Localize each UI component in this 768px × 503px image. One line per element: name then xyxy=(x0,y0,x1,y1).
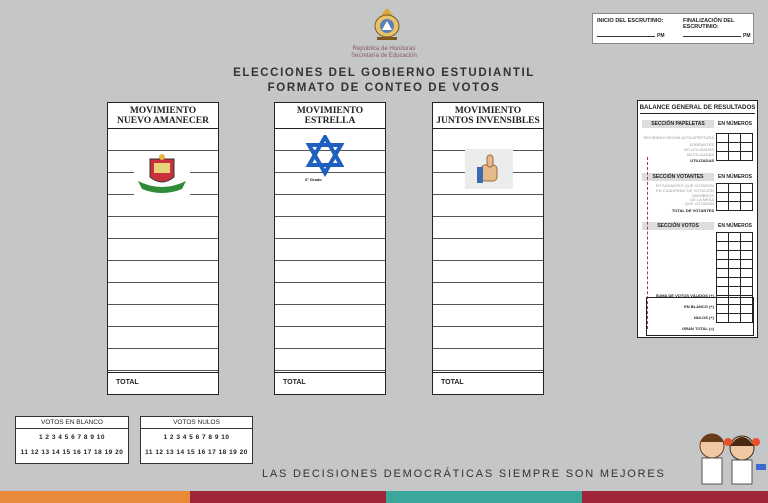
tally-row[interactable] xyxy=(433,195,543,217)
tally-row[interactable] xyxy=(275,195,385,217)
papeletas-line: NO UTILIZADAS xyxy=(683,147,714,152)
slogan: LAS DECISIONES DEMOCRÁTICAS SIEMPRE SON MEJORES xyxy=(262,468,666,480)
tally-row[interactable] xyxy=(433,239,543,261)
end-pm: PM xyxy=(743,33,751,39)
votos-section: SECCIÓN VOTOS xyxy=(642,222,714,230)
tally-row[interactable] xyxy=(108,195,218,217)
balance-title: BALANCE GENERAL DE RESULTADOS xyxy=(639,104,756,111)
movement-header xyxy=(433,103,543,129)
tally-row[interactable] xyxy=(275,349,385,371)
star-logo-caption: 6° Grado xyxy=(305,177,322,182)
blanco-label: EN BLANCO (+) xyxy=(684,304,714,309)
papeletas-en-numeros: EN NÚMEROS xyxy=(718,121,752,127)
movement-column-nuevo-amanecer xyxy=(107,102,219,395)
nuevo-amanecer-logo-icon xyxy=(134,151,190,195)
null-votes-title: VOTOS NULOS xyxy=(141,418,252,429)
blank-votes-box xyxy=(15,416,129,464)
total-label: TOTAL xyxy=(275,372,385,394)
start-pm: PM xyxy=(657,33,665,39)
blank-votes-title: VOTOS EN BLANCO xyxy=(16,418,128,429)
start-time-field[interactable] xyxy=(597,36,655,37)
tally-row[interactable] xyxy=(275,283,385,305)
votantes-section: SECCIÓN VOTANTES xyxy=(642,173,714,181)
movement-name: ESTRELLA xyxy=(304,116,356,126)
footer-band-red xyxy=(190,491,386,503)
tally-row[interactable] xyxy=(275,261,385,283)
star-logo-icon xyxy=(305,135,345,179)
ministry-name: Secretaría de Educación xyxy=(351,53,417,59)
balance-panel xyxy=(637,100,758,338)
nulos-label: NULOS (+) xyxy=(693,315,714,320)
votos-en-numeros: EN NÚMEROS xyxy=(718,223,752,229)
country-caption xyxy=(330,46,438,60)
suma-validos-label: SUMA DE VOTOS VÁLIDOS (+) xyxy=(655,293,714,298)
tally-row[interactable] xyxy=(433,129,543,151)
tally-row[interactable] xyxy=(108,217,218,239)
null-votes-row2[interactable]: 11 12 13 14 15 16 17 18 19 20 xyxy=(145,449,248,456)
null-votes-row1[interactable]: 1 2 3 4 5 6 7 8 9 10 xyxy=(163,434,230,441)
movement-header xyxy=(275,103,385,129)
votantes-line: MIEMBROS xyxy=(692,193,714,198)
tally-row[interactable] xyxy=(108,261,218,283)
papeletas-section: SECCIÓN PAPELETAS xyxy=(642,120,714,128)
scrutiny-time-box xyxy=(592,13,754,44)
end-time-field[interactable] xyxy=(683,36,741,37)
footer-band-red-right xyxy=(582,491,768,503)
tally-row[interactable] xyxy=(108,305,218,327)
movement-column-estrella xyxy=(274,102,386,395)
movement-label: MOVIMIENTO xyxy=(454,106,522,116)
page-subtitle: FORMATO DE CONTEO DE VOTOS xyxy=(267,82,501,94)
movement-label: MOVIMIENTO xyxy=(129,106,197,116)
country-name: República de Honduras xyxy=(352,46,416,52)
votantes-line: DE LA MESA xyxy=(690,197,714,202)
tally-row[interactable] xyxy=(108,129,218,151)
tally-row[interactable] xyxy=(433,261,543,283)
tally-row[interactable] xyxy=(275,305,385,327)
votantes-en-numeros: EN NÚMEROS xyxy=(718,174,752,180)
movement-label: MOVIMIENTO xyxy=(296,106,364,116)
footer-band-teal xyxy=(386,491,582,503)
movement-name: JUNTOS INVENSIBLES xyxy=(436,116,540,126)
connector-line xyxy=(647,157,648,329)
movement-name: NUEVO AMANECER xyxy=(117,116,209,126)
papeletas-line: SOBRANTES xyxy=(689,142,714,147)
papeletas-line: RECIBIDAS SEGÚN ACTA APERTURA xyxy=(643,135,714,140)
start-time-label: INICIO DEL ESCRUTINIO: xyxy=(597,18,664,24)
votantes-grid[interactable] xyxy=(716,183,753,211)
movement-header xyxy=(108,103,218,129)
tally-row[interactable] xyxy=(433,217,543,239)
blank-votes-row2[interactable]: 11 12 13 14 15 16 17 18 19 20 xyxy=(20,449,124,456)
tally-row[interactable] xyxy=(108,327,218,349)
votantes-line: ESTUDIANTES QUE VOTARON xyxy=(655,183,714,188)
null-votes-box xyxy=(140,416,253,464)
tally-row[interactable] xyxy=(108,283,218,305)
tally-row[interactable] xyxy=(433,327,543,349)
tally-row[interactable] xyxy=(433,349,543,371)
tally-row[interactable] xyxy=(275,239,385,261)
tally-row[interactable] xyxy=(433,283,543,305)
papeletas-total: UTILIZADAS xyxy=(690,158,714,163)
students-illustration-icon xyxy=(690,420,768,492)
papeletas-line: INUTILIZADAS xyxy=(686,152,714,157)
thumbs-up-logo-icon xyxy=(465,149,513,189)
total-label: TOTAL xyxy=(108,372,218,394)
end-time-label: FINALIZACIÓN DEL ESCRUTINIO: xyxy=(683,18,735,30)
movement-column-juntos-invensibles xyxy=(432,102,544,395)
votantes-total: TOTAL DE VOTANTES xyxy=(671,208,714,213)
page-title: ELECCIONES DEL GOBIERNO ESTUDIANTIL xyxy=(233,67,535,79)
tally-row[interactable] xyxy=(275,217,385,239)
honduras-emblem-icon xyxy=(372,6,402,42)
votantes-line: EN CUADERNO DE VOTACIÓN xyxy=(656,188,714,193)
tally-row[interactable] xyxy=(108,239,218,261)
tally-row[interactable] xyxy=(433,305,543,327)
blank-votes-row1[interactable]: 1 2 3 4 5 6 7 8 9 10 xyxy=(38,434,106,441)
tally-row[interactable] xyxy=(275,327,385,349)
footer-band-orange xyxy=(0,491,190,503)
total-label: TOTAL xyxy=(433,372,543,394)
votantes-line: QUE VOTARON xyxy=(684,201,714,206)
gran-total-label: GRAN TOTAL (=) xyxy=(682,326,714,331)
tally-row[interactable] xyxy=(108,349,218,371)
papeletas-grid[interactable] xyxy=(716,133,753,161)
